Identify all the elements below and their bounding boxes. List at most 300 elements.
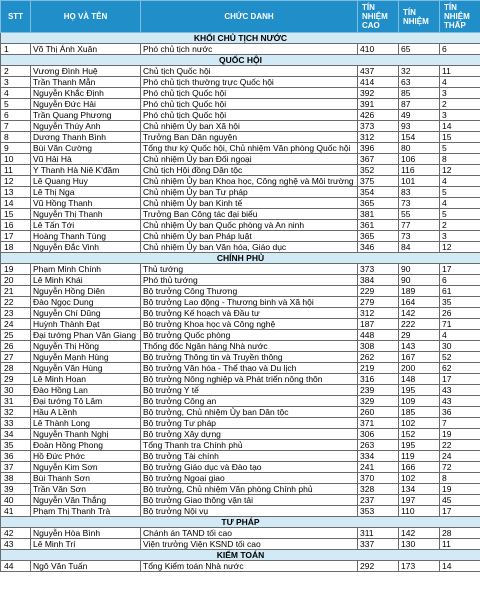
trust-cell: 83 bbox=[399, 187, 440, 198]
table-header bbox=[1, 1, 480, 33]
table-row bbox=[1, 44, 480, 55]
title-cell: Thống đốc Ngân hàng Nhà nước bbox=[141, 341, 358, 352]
title-cell: Bộ trưởng Nông nghiệp và Phát triển nông thôn bbox=[141, 374, 358, 385]
trust-cell: 195 bbox=[399, 440, 440, 451]
stt-cell: 40 bbox=[1, 495, 31, 506]
high-trust-cell: 371 bbox=[358, 418, 399, 429]
high-trust-cell: 279 bbox=[358, 297, 399, 308]
low-trust-cell: 8 bbox=[440, 473, 480, 484]
stt-cell: 30 bbox=[1, 385, 31, 396]
trust-cell: 197 bbox=[399, 495, 440, 506]
high-trust-cell: 337 bbox=[358, 539, 399, 550]
trust-cell: 65 bbox=[399, 44, 440, 55]
low-trust-cell: 11 bbox=[440, 539, 480, 550]
title-cell: Chủ tịch Quốc hội bbox=[141, 66, 358, 77]
name-cell: Đào Hồng Lan bbox=[31, 385, 141, 396]
stt-cell: 33 bbox=[1, 418, 31, 429]
stt-cell: 3 bbox=[1, 77, 31, 88]
title-cell: Tổng thư ký Quốc hội, Chủ nhiệm Văn phòng Quốc hội bbox=[141, 143, 358, 154]
stt-cell: 21 bbox=[1, 286, 31, 297]
trust-cell: 90 bbox=[399, 275, 440, 286]
table-row bbox=[1, 209, 480, 220]
table-row bbox=[1, 165, 480, 176]
high-trust-cell: 239 bbox=[358, 385, 399, 396]
group-name: QUỐC HỘI bbox=[1, 55, 480, 66]
table-row bbox=[1, 440, 480, 451]
title-cell: Chủ nhiệm Ủy ban Khoa học, Công nghệ và Môi trường bbox=[141, 176, 358, 187]
trust-cell: 84 bbox=[399, 242, 440, 253]
high-trust-cell: 263 bbox=[358, 440, 399, 451]
name-cell: Nguyễn Khắc Định bbox=[31, 88, 141, 99]
high-trust-cell: 352 bbox=[358, 165, 399, 176]
trust-cell: 222 bbox=[399, 319, 440, 330]
title-cell: Bộ trưởng Kế hoạch và Đầu tư bbox=[141, 308, 358, 319]
table-row bbox=[1, 330, 480, 341]
table-row bbox=[1, 264, 480, 275]
table-row bbox=[1, 66, 480, 77]
group-header-row bbox=[1, 517, 480, 528]
low-trust-cell: 24 bbox=[440, 451, 480, 462]
low-trust-cell: 26 bbox=[440, 308, 480, 319]
title-cell: Bộ trưởng, Chủ nhiệm Ủy ban Dân tộc bbox=[141, 407, 358, 418]
table-row bbox=[1, 484, 480, 495]
title-cell: Bộ trưởng Quốc phòng bbox=[141, 330, 358, 341]
stt-cell: 15 bbox=[1, 209, 31, 220]
name-cell: Phạm Thị Thanh Trà bbox=[31, 506, 141, 517]
title-cell: Bộ trưởng Ngoại giao bbox=[141, 473, 358, 484]
trust-cell: 130 bbox=[399, 539, 440, 550]
trust-cell: 167 bbox=[399, 352, 440, 363]
low-trust-cell: 36 bbox=[440, 407, 480, 418]
low-trust-cell: 12 bbox=[440, 242, 480, 253]
trust-cell: 148 bbox=[399, 374, 440, 385]
stt-cell: 17 bbox=[1, 231, 31, 242]
trust-cell: 166 bbox=[399, 462, 440, 473]
name-cell: Hoàng Thanh Tùng bbox=[31, 231, 141, 242]
table-row bbox=[1, 286, 480, 297]
title-cell: Phó chủ tịch Quốc hội bbox=[141, 110, 358, 121]
stt-cell: 2 bbox=[1, 66, 31, 77]
name-cell: Võ Thị Ánh Xuân bbox=[31, 44, 141, 55]
stt-cell: 16 bbox=[1, 220, 31, 231]
table-row bbox=[1, 352, 480, 363]
high-trust-cell: 391 bbox=[358, 99, 399, 110]
group-name: KIỂM TOÁN bbox=[1, 550, 480, 561]
low-trust-cell: 12 bbox=[440, 165, 480, 176]
trust-cell: 87 bbox=[399, 99, 440, 110]
low-trust-cell: 72 bbox=[440, 462, 480, 473]
name-cell: Nguyễn Hồng Diên bbox=[31, 286, 141, 297]
title-cell: Chủ nhiệm Ủy ban Pháp luật bbox=[141, 231, 358, 242]
table-row bbox=[1, 220, 480, 231]
title-cell: Phó chủ tịch thường trực Quốc hội bbox=[141, 77, 358, 88]
high-trust-cell: 353 bbox=[358, 506, 399, 517]
name-cell: Lê Minh Khái bbox=[31, 275, 141, 286]
trust-cell: 102 bbox=[399, 418, 440, 429]
name-cell: Nguyễn Thúy Anh bbox=[31, 121, 141, 132]
low-trust-cell: 4 bbox=[440, 176, 480, 187]
name-cell: Lê Minh Trí bbox=[31, 539, 141, 550]
trust-cell: 142 bbox=[399, 308, 440, 319]
high-trust-cell: 381 bbox=[358, 209, 399, 220]
low-trust-cell: 61 bbox=[440, 286, 480, 297]
stt-cell: 43 bbox=[1, 539, 31, 550]
name-cell: Y Thanh Hà Niê K'đăm bbox=[31, 165, 141, 176]
stt-cell: 27 bbox=[1, 352, 31, 363]
name-cell: Lê Thị Nga bbox=[31, 187, 141, 198]
low-trust-cell: 62 bbox=[440, 363, 480, 374]
trust-cell: 93 bbox=[399, 121, 440, 132]
title-cell: Trưởng Ban Dân nguyện bbox=[141, 132, 358, 143]
group-header-row bbox=[1, 55, 480, 66]
group-name: TƯ PHÁP bbox=[1, 517, 480, 528]
high-trust-cell: 437 bbox=[358, 66, 399, 77]
low-trust-cell: 19 bbox=[440, 429, 480, 440]
stt-cell: 23 bbox=[1, 308, 31, 319]
high-trust-cell: 328 bbox=[358, 484, 399, 495]
table-row bbox=[1, 231, 480, 242]
low-trust-cell: 2 bbox=[440, 220, 480, 231]
name-cell: Hầu A Lềnh bbox=[31, 407, 141, 418]
high-trust-cell: 187 bbox=[358, 319, 399, 330]
trust-cell: 119 bbox=[399, 451, 440, 462]
name-cell: Đại tướng Phan Văn Giang bbox=[31, 330, 141, 341]
low-trust-cell: 52 bbox=[440, 352, 480, 363]
title-cell: Bộ trưởng Giao thông vận tải bbox=[141, 495, 358, 506]
trust-cell: 116 bbox=[399, 165, 440, 176]
name-cell: Trần Văn Sơn bbox=[31, 484, 141, 495]
trust-cell: 73 bbox=[399, 231, 440, 242]
stt-cell: 41 bbox=[1, 506, 31, 517]
trust-cell: 77 bbox=[399, 220, 440, 231]
high-trust-cell: 373 bbox=[358, 121, 399, 132]
high-trust-cell: 306 bbox=[358, 429, 399, 440]
table-row bbox=[1, 495, 480, 506]
name-cell: Vương Đình Huệ bbox=[31, 66, 141, 77]
high-trust-cell: 316 bbox=[358, 374, 399, 385]
high-trust-cell: 262 bbox=[358, 352, 399, 363]
low-trust-cell: 5 bbox=[440, 143, 480, 154]
header-low-trust: TÍN NHIỆM THẤP bbox=[440, 1, 480, 33]
low-trust-cell: 43 bbox=[440, 385, 480, 396]
trust-cell: 73 bbox=[399, 198, 440, 209]
high-trust-cell: 354 bbox=[358, 187, 399, 198]
low-trust-cell: 3 bbox=[440, 88, 480, 99]
name-cell: Phạm Minh Chính bbox=[31, 264, 141, 275]
title-cell: Chủ nhiệm Ủy ban Tư pháp bbox=[141, 187, 358, 198]
table-row bbox=[1, 462, 480, 473]
trust-cell: 142 bbox=[399, 528, 440, 539]
high-trust-cell: 312 bbox=[358, 308, 399, 319]
low-trust-cell: 45 bbox=[440, 495, 480, 506]
trust-cell: 90 bbox=[399, 264, 440, 275]
name-cell: Nguyễn Chí Dũng bbox=[31, 308, 141, 319]
title-cell: Bộ trưởng Giáo dục và Đào tạo bbox=[141, 462, 358, 473]
title-cell: Chủ nhiệm Ủy ban Quốc phòng và An ninh bbox=[141, 220, 358, 231]
group-header-row bbox=[1, 253, 480, 264]
table-row bbox=[1, 88, 480, 99]
title-cell: Bộ trưởng Công an bbox=[141, 396, 358, 407]
table-row bbox=[1, 407, 480, 418]
title-cell: Chủ nhiệm Ủy ban Kinh tế bbox=[141, 198, 358, 209]
table-row bbox=[1, 198, 480, 209]
trust-cell: 106 bbox=[399, 154, 440, 165]
high-trust-cell: 237 bbox=[358, 495, 399, 506]
high-trust-cell: 241 bbox=[358, 462, 399, 473]
title-cell: Viện trưởng Viện KSND tối cao bbox=[141, 539, 358, 550]
name-cell: Nguyễn Văn Thắng bbox=[31, 495, 141, 506]
table-row bbox=[1, 506, 480, 517]
title-cell: Phó chủ tịch Quốc hội bbox=[141, 88, 358, 99]
title-cell: Bộ trưởng Tài chính bbox=[141, 451, 358, 462]
title-cell: Tổng Thanh tra Chính phủ bbox=[141, 440, 358, 451]
high-trust-cell: 329 bbox=[358, 396, 399, 407]
title-cell: Phó thủ tướng bbox=[141, 275, 358, 286]
trust-cell: 164 bbox=[399, 297, 440, 308]
table-row bbox=[1, 132, 480, 143]
high-trust-cell: 219 bbox=[358, 363, 399, 374]
stt-cell: 9 bbox=[1, 143, 31, 154]
title-cell: Bộ trưởng Công Thương bbox=[141, 286, 358, 297]
table-body bbox=[1, 33, 480, 572]
low-trust-cell: 14 bbox=[440, 561, 480, 572]
stt-cell: 12 bbox=[1, 176, 31, 187]
group-name: CHÍNH PHỦ bbox=[1, 253, 480, 264]
trust-cell: 189 bbox=[399, 286, 440, 297]
high-trust-cell: 373 bbox=[358, 264, 399, 275]
low-trust-cell: 71 bbox=[440, 319, 480, 330]
name-cell: Lê Quang Huy bbox=[31, 176, 141, 187]
high-trust-cell: 312 bbox=[358, 132, 399, 143]
stt-cell: 5 bbox=[1, 99, 31, 110]
stt-cell: 26 bbox=[1, 341, 31, 352]
stt-cell: 24 bbox=[1, 319, 31, 330]
name-cell: Dương Thanh Bình bbox=[31, 132, 141, 143]
table-row bbox=[1, 396, 480, 407]
stt-cell: 36 bbox=[1, 451, 31, 462]
stt-cell: 11 bbox=[1, 165, 31, 176]
group-name: KHỐI CHỦ TỊCH NƯỚC bbox=[1, 33, 480, 44]
header-high-trust: TÍN NHIỆM CAO bbox=[358, 1, 399, 33]
title-cell: Chủ nhiệm Ủy ban Đối ngoại bbox=[141, 154, 358, 165]
table-row bbox=[1, 418, 480, 429]
table-row bbox=[1, 528, 480, 539]
stt-cell: 42 bbox=[1, 528, 31, 539]
table-row bbox=[1, 143, 480, 154]
high-trust-cell: 308 bbox=[358, 341, 399, 352]
name-cell: Ngô Văn Tuấn bbox=[31, 561, 141, 572]
trust-cell: 109 bbox=[399, 396, 440, 407]
high-trust-cell: 334 bbox=[358, 451, 399, 462]
title-cell: Bộ trưởng Nội vụ bbox=[141, 506, 358, 517]
stt-cell: 20 bbox=[1, 275, 31, 286]
low-trust-cell: 30 bbox=[440, 341, 480, 352]
title-cell: Bộ trưởng Khoa học và Công nghệ bbox=[141, 319, 358, 330]
trust-cell: 195 bbox=[399, 385, 440, 396]
group-header-row bbox=[1, 33, 480, 44]
stt-cell: 35 bbox=[1, 440, 31, 451]
stt-cell: 39 bbox=[1, 484, 31, 495]
table-row bbox=[1, 154, 480, 165]
trust-cell: 154 bbox=[399, 132, 440, 143]
name-cell: Trần Thanh Mẫn bbox=[31, 77, 141, 88]
low-trust-cell: 8 bbox=[440, 154, 480, 165]
stt-cell: 14 bbox=[1, 198, 31, 209]
name-cell: Bùi Thanh Sơn bbox=[31, 473, 141, 484]
table-row bbox=[1, 363, 480, 374]
table-row bbox=[1, 176, 480, 187]
title-cell: Chủ tịch Hội đồng Dân tộc bbox=[141, 165, 358, 176]
high-trust-cell: 375 bbox=[358, 176, 399, 187]
stt-cell: 44 bbox=[1, 561, 31, 572]
trust-cell: 143 bbox=[399, 341, 440, 352]
low-trust-cell: 17 bbox=[440, 506, 480, 517]
name-cell: Bùi Văn Cường bbox=[31, 143, 141, 154]
table-row bbox=[1, 429, 480, 440]
title-cell: Bộ trưởng Y tế bbox=[141, 385, 358, 396]
title-cell: Trưởng Ban Công tác đại biểu bbox=[141, 209, 358, 220]
trust-cell: 152 bbox=[399, 429, 440, 440]
name-cell: Nguyễn Đắc Vinh bbox=[31, 242, 141, 253]
low-trust-cell: 7 bbox=[440, 418, 480, 429]
name-cell: Nguyễn Kim Sơn bbox=[31, 462, 141, 473]
high-trust-cell: 346 bbox=[358, 242, 399, 253]
high-trust-cell: 448 bbox=[358, 330, 399, 341]
low-trust-cell: 22 bbox=[440, 440, 480, 451]
high-trust-cell: 365 bbox=[358, 231, 399, 242]
high-trust-cell: 311 bbox=[358, 528, 399, 539]
low-trust-cell: 2 bbox=[440, 99, 480, 110]
trust-cell: 80 bbox=[399, 143, 440, 154]
table-row bbox=[1, 297, 480, 308]
table-row bbox=[1, 121, 480, 132]
stt-cell: 38 bbox=[1, 473, 31, 484]
title-cell: Thủ tướng bbox=[141, 264, 358, 275]
low-trust-cell: 4 bbox=[440, 198, 480, 209]
high-trust-cell: 414 bbox=[358, 77, 399, 88]
trust-cell: 102 bbox=[399, 473, 440, 484]
trust-cell: 101 bbox=[399, 176, 440, 187]
low-trust-cell: 17 bbox=[440, 264, 480, 275]
title-cell: Tổng Kiểm toán Nhà nước bbox=[141, 561, 358, 572]
trust-cell: 63 bbox=[399, 77, 440, 88]
title-cell: Bộ trưởng Tư pháp bbox=[141, 418, 358, 429]
trust-cell: 173 bbox=[399, 561, 440, 572]
stt-cell: 32 bbox=[1, 407, 31, 418]
high-trust-cell: 365 bbox=[358, 198, 399, 209]
table-row bbox=[1, 77, 480, 88]
table-row bbox=[1, 473, 480, 484]
name-cell: Đại tướng Tô Lâm bbox=[31, 396, 141, 407]
low-trust-cell: 5 bbox=[440, 187, 480, 198]
high-trust-cell: 292 bbox=[358, 561, 399, 572]
low-trust-cell: 28 bbox=[440, 528, 480, 539]
name-cell: Đoàn Hồng Phong bbox=[31, 440, 141, 451]
title-cell: Chủ nhiệm Ủy ban Văn hóa, Giáo dục bbox=[141, 242, 358, 253]
stt-cell: 1 bbox=[1, 44, 31, 55]
stt-cell: 4 bbox=[1, 88, 31, 99]
title-cell: Chủ nhiệm Ủy ban Xã hội bbox=[141, 121, 358, 132]
low-trust-cell: 5 bbox=[440, 209, 480, 220]
name-cell: Nguyễn Hòa Bình bbox=[31, 528, 141, 539]
low-trust-cell: 15 bbox=[440, 132, 480, 143]
title-cell: Bộ trưởng Xây dựng bbox=[141, 429, 358, 440]
name-cell: Nguyễn Đức Hải bbox=[31, 99, 141, 110]
name-cell: Nguyễn Mạnh Hùng bbox=[31, 352, 141, 363]
trust-cell: 32 bbox=[399, 66, 440, 77]
trust-cell: 200 bbox=[399, 363, 440, 374]
table-row bbox=[1, 539, 480, 550]
trust-cell: 85 bbox=[399, 88, 440, 99]
low-trust-cell: 4 bbox=[440, 330, 480, 341]
name-cell: Nguyễn Thanh Nghị bbox=[31, 429, 141, 440]
stt-cell: 18 bbox=[1, 242, 31, 253]
stt-cell: 37 bbox=[1, 462, 31, 473]
stt-cell: 25 bbox=[1, 330, 31, 341]
trust-cell: 110 bbox=[399, 506, 440, 517]
stt-cell: 22 bbox=[1, 297, 31, 308]
low-trust-cell: 6 bbox=[440, 275, 480, 286]
trust-cell: 55 bbox=[399, 209, 440, 220]
table-row bbox=[1, 561, 480, 572]
low-trust-cell: 3 bbox=[440, 110, 480, 121]
table-row bbox=[1, 110, 480, 121]
high-trust-cell: 392 bbox=[358, 88, 399, 99]
name-cell: Nguyễn Văn Hùng bbox=[31, 363, 141, 374]
low-trust-cell: 17 bbox=[440, 374, 480, 385]
header-name: HỌ VÀ TÊN bbox=[31, 1, 141, 33]
header-trust: TÍN NHIỆM bbox=[399, 1, 440, 33]
stt-cell: 19 bbox=[1, 264, 31, 275]
name-cell: Hồ Đức Phớc bbox=[31, 451, 141, 462]
low-trust-cell: 6 bbox=[440, 44, 480, 55]
stt-cell: 31 bbox=[1, 396, 31, 407]
low-trust-cell: 19 bbox=[440, 484, 480, 495]
high-trust-cell: 396 bbox=[358, 143, 399, 154]
high-trust-cell: 426 bbox=[358, 110, 399, 121]
stt-cell: 28 bbox=[1, 363, 31, 374]
trust-cell: 134 bbox=[399, 484, 440, 495]
low-trust-cell: 43 bbox=[440, 396, 480, 407]
high-trust-cell: 367 bbox=[358, 154, 399, 165]
title-cell: Phó chủ tịch Quốc hội bbox=[141, 99, 358, 110]
table-row bbox=[1, 308, 480, 319]
title-cell: Phó chủ tịch nước bbox=[141, 44, 358, 55]
name-cell: Nguyễn Thị Hồng bbox=[31, 341, 141, 352]
name-cell: Vũ Hồng Thanh bbox=[31, 198, 141, 209]
title-cell: Bộ trưởng Lao động - Thương binh và Xã hội bbox=[141, 297, 358, 308]
high-trust-cell: 384 bbox=[358, 275, 399, 286]
low-trust-cell: 4 bbox=[440, 77, 480, 88]
name-cell: Lê Tấn Tới bbox=[31, 220, 141, 231]
name-cell: Vũ Hải Hà bbox=[31, 154, 141, 165]
stt-cell: 8 bbox=[1, 132, 31, 143]
low-trust-cell: 11 bbox=[440, 66, 480, 77]
table-row bbox=[1, 385, 480, 396]
stt-cell: 29 bbox=[1, 374, 31, 385]
high-trust-cell: 260 bbox=[358, 407, 399, 418]
trust-cell: 185 bbox=[399, 407, 440, 418]
table-row bbox=[1, 99, 480, 110]
stt-cell: 7 bbox=[1, 121, 31, 132]
stt-cell: 34 bbox=[1, 429, 31, 440]
title-cell: Chánh án TAND tối cao bbox=[141, 528, 358, 539]
trust-cell: 29 bbox=[399, 330, 440, 341]
high-trust-cell: 370 bbox=[358, 473, 399, 484]
name-cell: Lê Minh Hoan bbox=[31, 374, 141, 385]
name-cell: Lê Thành Long bbox=[31, 418, 141, 429]
title-cell: Bộ trưởng Thông tin và Truyền thông bbox=[141, 352, 358, 363]
